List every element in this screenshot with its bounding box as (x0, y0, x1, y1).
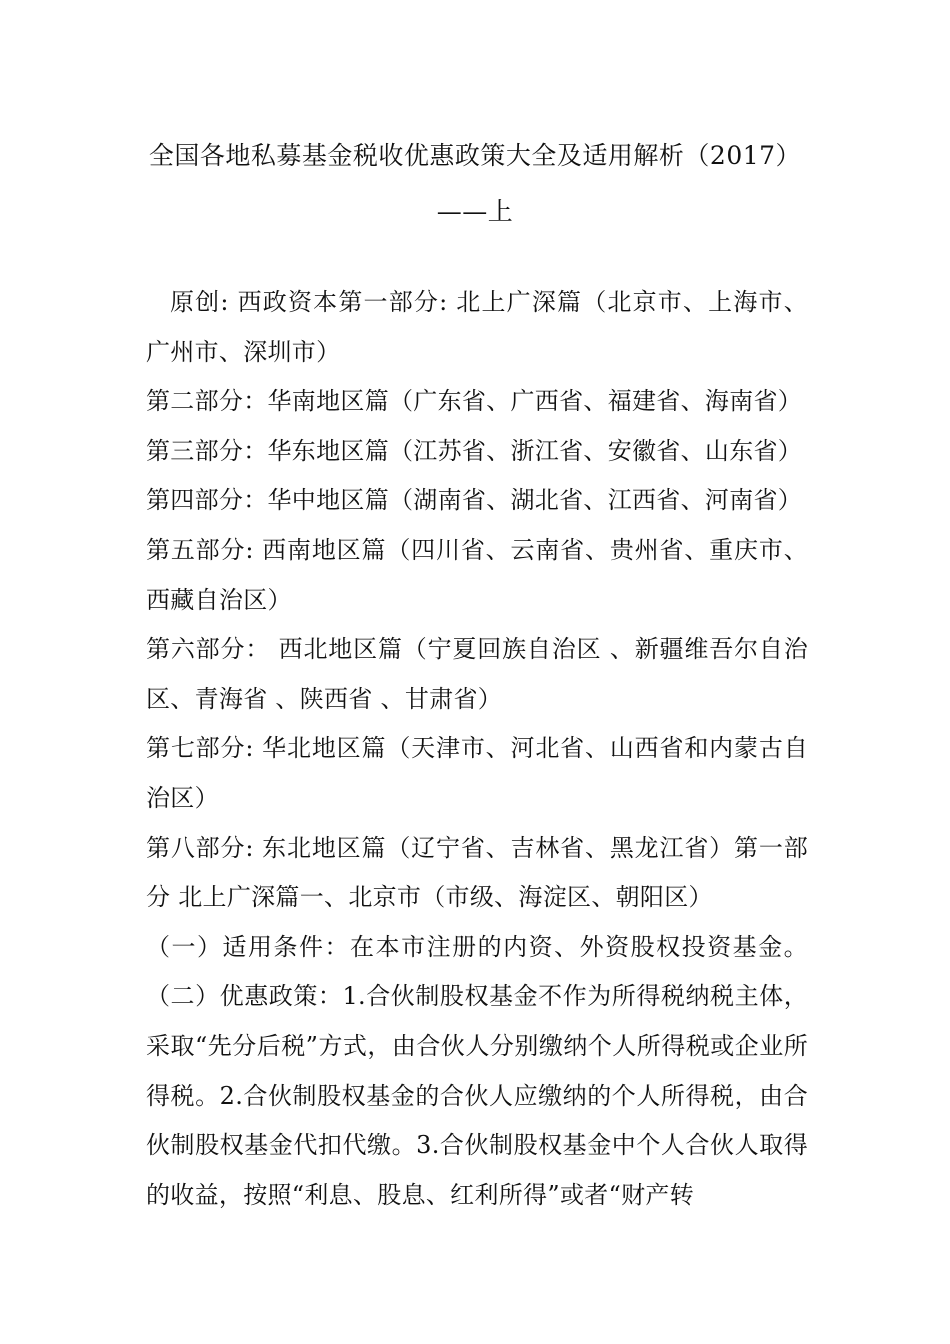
paragraph-part-5: 第五部分: 西南地区篇（四川省、云南省、贵州省、重庆市、西藏自治区） (146, 535, 808, 614)
title-line-main: 全国各地私募基金税收优惠政策大全及适用解析（2017） (148, 141, 802, 170)
paragraph-part-2: 第二部分：华南地区篇（广东省、广西省、福建省、海南省） (146, 387, 803, 416)
paragraph-beijing-policy: （一）适用条件：在本市注册的内资、外资股权投资基金。（二）优惠政策：1.合伙制股权基金不作为所得税纳税主体，采取“先分后税”方式，由合伙人分别缴纳个人所得税或企业所得税。2.合伙制股权基金的合伙人应缴纳的个人所得税，由合伙制股权基金代扣代缴。3.合伙制股权基金中个人合伙人取得的收益，按照“利息、股息、红利所得”或者“财产转 (146, 932, 808, 1209)
title-line-sub: ——上 (436, 197, 514, 226)
paragraph-part-7: 第七部分: 华北地区篇（天津市、河北省、山西省和内蒙古自治区） (146, 734, 808, 812)
paragraph-part-4: 第四部分：华中地区篇（湖南省、湖北省、江西省、河南省） (146, 486, 803, 515)
paragraph-intro: 原创: 西政资本第一部分: 北上广深篇（北京市、上海市、广州市、深圳市） (146, 288, 808, 366)
paragraph-part-6: 第六部分： 西北地区篇（宁夏回族自治区 、新疆维吾尔自治区、青海省 、陕西省 、甘肃省） (146, 635, 808, 713)
document-body (146, 278, 808, 1220)
paragraph-part-3: 第三部分：华东地区篇（江苏省、浙江省、安徽省、山东省） (146, 436, 803, 465)
paragraph-part-8: 第八部分: 东北地区篇（辽宁省、吉林省、黑龙江省）第一部分 北上广深篇一、北京市（市级、海淀区、朝阳区） (146, 833, 808, 912)
document-title (0, 128, 950, 240)
